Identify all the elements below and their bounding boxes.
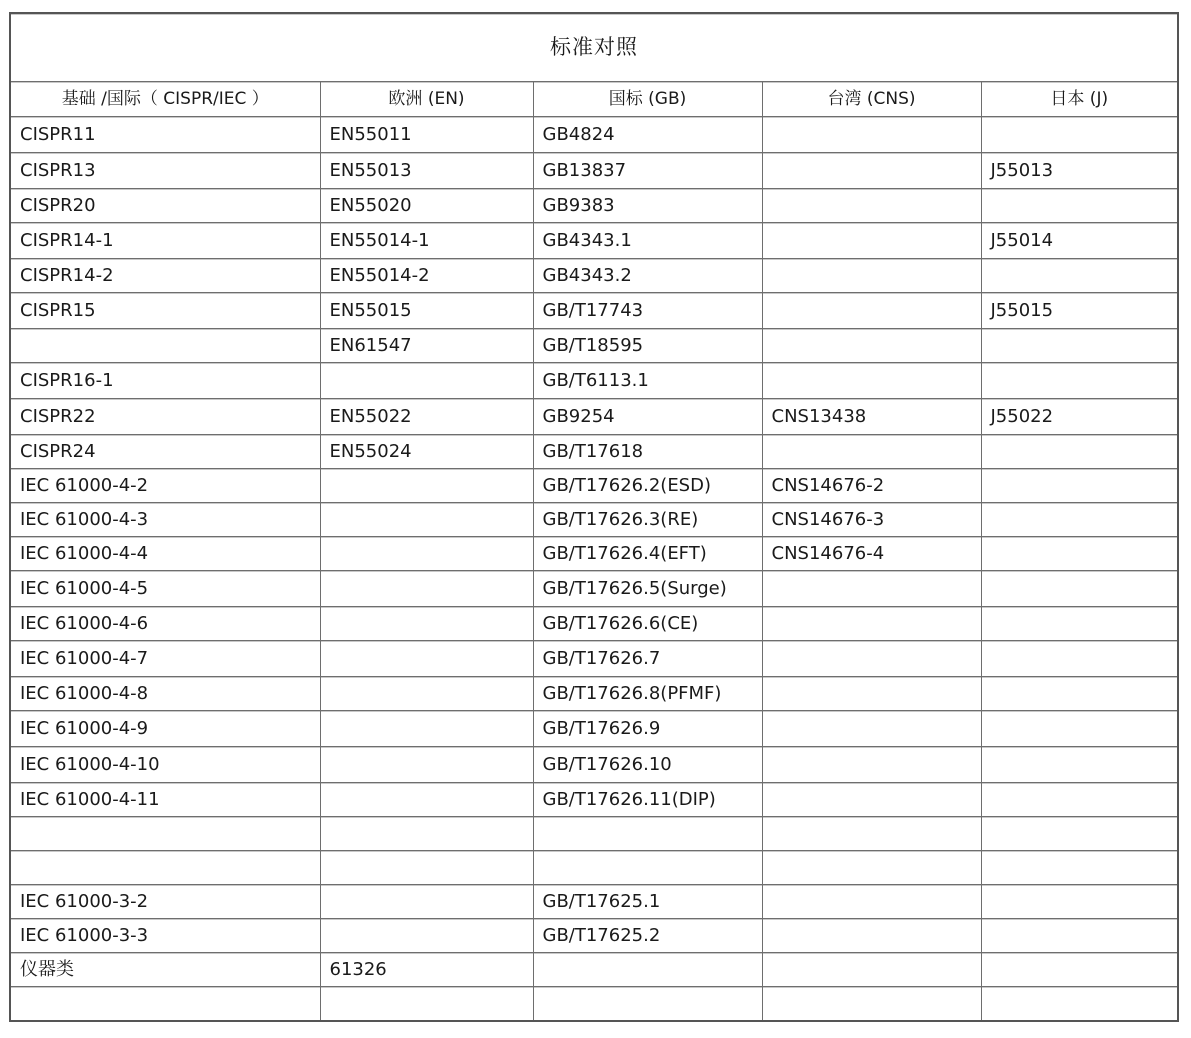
cell-japan xyxy=(981,189,1178,223)
table-row xyxy=(10,885,1178,919)
cell-europe: EN55014-1 xyxy=(320,223,533,259)
header-china-gb: 国标 (GB) xyxy=(533,82,762,117)
cell-taiwan: CNS14676-4 xyxy=(762,537,981,571)
table-row xyxy=(10,189,1178,223)
cell-international: IEC 61000-4-9 xyxy=(10,711,320,747)
table-row xyxy=(10,987,1178,1022)
cell-china-gb: GB9383 xyxy=(533,189,762,223)
cell-europe xyxy=(320,537,533,571)
cell-europe xyxy=(320,571,533,607)
cell-taiwan xyxy=(762,117,981,153)
cell-international: CISPR22 xyxy=(10,399,320,435)
cell-europe xyxy=(320,919,533,953)
cell-china-gb: GB/T6113.1 xyxy=(533,363,762,399)
cell-china-gb xyxy=(533,987,762,1022)
cell-international: CISPR14-2 xyxy=(10,259,320,293)
table-row xyxy=(10,363,1178,399)
cell-europe xyxy=(320,503,533,537)
cell-japan xyxy=(981,503,1178,537)
cell-international: IEC 61000-4-4 xyxy=(10,537,320,571)
cell-china-gb: GB/T17626.2(ESD) xyxy=(533,469,762,503)
cell-china-gb xyxy=(533,817,762,851)
cell-taiwan xyxy=(762,641,981,677)
table-row xyxy=(10,677,1178,711)
cell-china-gb: GB/T17626.7 xyxy=(533,641,762,677)
cell-international: IEC 61000-4-10 xyxy=(10,747,320,783)
cell-japan xyxy=(981,783,1178,817)
cell-international: IEC 61000-4-6 xyxy=(10,607,320,641)
cell-international: CISPR13 xyxy=(10,153,320,189)
cell-japan xyxy=(981,259,1178,293)
cell-europe xyxy=(320,783,533,817)
table-row xyxy=(10,711,1178,747)
cell-taiwan xyxy=(762,223,981,259)
table-title: 标准对照 xyxy=(10,13,1178,82)
cell-europe: EN55020 xyxy=(320,189,533,223)
cell-japan: J55015 xyxy=(981,293,1178,329)
cell-taiwan xyxy=(762,259,981,293)
cell-europe xyxy=(320,987,533,1022)
cell-china-gb: GB/T17743 xyxy=(533,293,762,329)
cell-china-gb: GB4824 xyxy=(533,117,762,153)
cell-japan xyxy=(981,537,1178,571)
cell-china-gb: GB4343.2 xyxy=(533,259,762,293)
cell-taiwan xyxy=(762,607,981,641)
cell-japan xyxy=(981,851,1178,885)
cell-europe: EN61547 xyxy=(320,329,533,363)
cell-europe xyxy=(320,677,533,711)
table-row xyxy=(10,329,1178,363)
cell-japan xyxy=(981,817,1178,851)
table-row xyxy=(10,953,1178,987)
cell-japan xyxy=(981,329,1178,363)
cell-international: CISPR11 xyxy=(10,117,320,153)
table-row xyxy=(10,783,1178,817)
table-row xyxy=(10,641,1178,677)
cell-international: IEC 61000-3-2 xyxy=(10,885,320,919)
cell-europe: EN55013 xyxy=(320,153,533,189)
cell-europe xyxy=(320,851,533,885)
cell-japan xyxy=(981,885,1178,919)
cell-china-gb: GB13837 xyxy=(533,153,762,189)
cell-taiwan xyxy=(762,363,981,399)
cell-japan xyxy=(981,987,1178,1022)
cell-international: CISPR14-1 xyxy=(10,223,320,259)
cell-china-gb: GB9254 xyxy=(533,399,762,435)
standards-comparison-table xyxy=(9,12,1179,1022)
cell-taiwan: CNS14676-2 xyxy=(762,469,981,503)
header-row xyxy=(10,82,1178,117)
table-row xyxy=(10,259,1178,293)
cell-international xyxy=(10,987,320,1022)
cell-taiwan xyxy=(762,571,981,607)
cell-china-gb: GB/T17626.11(DIP) xyxy=(533,783,762,817)
cell-japan xyxy=(981,571,1178,607)
cell-japan: J55014 xyxy=(981,223,1178,259)
cell-china-gb: GB/T17626.8(PFMF) xyxy=(533,677,762,711)
cell-europe xyxy=(320,469,533,503)
cell-taiwan xyxy=(762,747,981,783)
table-row xyxy=(10,469,1178,503)
cell-china-gb: GB/T17626.3(RE) xyxy=(533,503,762,537)
cell-japan xyxy=(981,641,1178,677)
table-row xyxy=(10,435,1178,469)
cell-international: IEC 61000-4-2 xyxy=(10,469,320,503)
cell-japan xyxy=(981,469,1178,503)
cell-japan xyxy=(981,953,1178,987)
table-row xyxy=(10,851,1178,885)
cell-taiwan xyxy=(762,851,981,885)
cell-europe xyxy=(320,641,533,677)
cell-japan: J55013 xyxy=(981,153,1178,189)
cell-china-gb: GB/T17626.10 xyxy=(533,747,762,783)
cell-japan: J55022 xyxy=(981,399,1178,435)
cell-taiwan xyxy=(762,711,981,747)
cell-japan xyxy=(981,363,1178,399)
cell-taiwan xyxy=(762,987,981,1022)
cell-china-gb: GB4343.1 xyxy=(533,223,762,259)
table-row xyxy=(10,117,1178,153)
cell-taiwan: CNS14676-3 xyxy=(762,503,981,537)
cell-international: IEC 61000-3-3 xyxy=(10,919,320,953)
cell-japan xyxy=(981,117,1178,153)
cell-japan xyxy=(981,435,1178,469)
cell-taiwan xyxy=(762,435,981,469)
cell-china-gb xyxy=(533,953,762,987)
cell-japan xyxy=(981,919,1178,953)
table-row xyxy=(10,223,1178,259)
table-row xyxy=(10,537,1178,571)
header-international: 基础 /国际（ CISPR/IEC ） xyxy=(10,82,320,117)
header-europe: 欧洲 (EN) xyxy=(320,82,533,117)
cell-china-gb: GB/T17626.6(CE) xyxy=(533,607,762,641)
cell-taiwan xyxy=(762,329,981,363)
title-row xyxy=(10,13,1178,82)
cell-taiwan xyxy=(762,817,981,851)
cell-europe xyxy=(320,363,533,399)
cell-taiwan xyxy=(762,677,981,711)
cell-international: IEC 61000-4-8 xyxy=(10,677,320,711)
cell-china-gb: GB/T17626.4(EFT) xyxy=(533,537,762,571)
cell-taiwan: CNS13438 xyxy=(762,399,981,435)
cell-japan xyxy=(981,607,1178,641)
cell-international: CISPR16-1 xyxy=(10,363,320,399)
table-row xyxy=(10,747,1178,783)
cell-international xyxy=(10,329,320,363)
cell-taiwan xyxy=(762,293,981,329)
table-body xyxy=(10,117,1178,1022)
cell-europe xyxy=(320,817,533,851)
cell-taiwan xyxy=(762,919,981,953)
cell-china-gb xyxy=(533,851,762,885)
table-row xyxy=(10,817,1178,851)
cell-taiwan xyxy=(762,885,981,919)
cell-europe xyxy=(320,885,533,919)
cell-china-gb: GB/T17626.9 xyxy=(533,711,762,747)
cell-taiwan xyxy=(762,153,981,189)
cell-europe: EN55022 xyxy=(320,399,533,435)
header-taiwan: 台湾 (CNS) xyxy=(762,82,981,117)
cell-japan xyxy=(981,747,1178,783)
table-row xyxy=(10,919,1178,953)
cell-europe xyxy=(320,607,533,641)
cell-europe: EN55024 xyxy=(320,435,533,469)
cell-europe xyxy=(320,711,533,747)
cell-europe: 61326 xyxy=(320,953,533,987)
cell-taiwan xyxy=(762,783,981,817)
cell-europe: EN55011 xyxy=(320,117,533,153)
table-row xyxy=(10,153,1178,189)
table-row xyxy=(10,293,1178,329)
header-japan: 日本 (J) xyxy=(981,82,1178,117)
cell-international xyxy=(10,817,320,851)
cell-china-gb: GB/T17618 xyxy=(533,435,762,469)
cell-international: IEC 61000-4-5 xyxy=(10,571,320,607)
cell-china-gb: GB/T17625.1 xyxy=(533,885,762,919)
table-row xyxy=(10,399,1178,435)
cell-china-gb: GB/T18595 xyxy=(533,329,762,363)
cell-taiwan xyxy=(762,189,981,223)
cell-international: IEC 61000-4-11 xyxy=(10,783,320,817)
cell-taiwan xyxy=(762,953,981,987)
table-row xyxy=(10,503,1178,537)
cell-china-gb: GB/T17625.2 xyxy=(533,919,762,953)
cell-japan xyxy=(981,677,1178,711)
cell-international: CISPR20 xyxy=(10,189,320,223)
cell-international: 仪器类 xyxy=(10,953,320,987)
table-row xyxy=(10,607,1178,641)
cell-china-gb: GB/T17626.5(Surge) xyxy=(533,571,762,607)
cell-japan xyxy=(981,711,1178,747)
table-row xyxy=(10,571,1178,607)
cell-international: IEC 61000-4-7 xyxy=(10,641,320,677)
cell-international: CISPR24 xyxy=(10,435,320,469)
cell-international: IEC 61000-4-3 xyxy=(10,503,320,537)
cell-europe: EN55014-2 xyxy=(320,259,533,293)
cell-europe xyxy=(320,747,533,783)
cell-europe: EN55015 xyxy=(320,293,533,329)
cell-international xyxy=(10,851,320,885)
cell-international: CISPR15 xyxy=(10,293,320,329)
